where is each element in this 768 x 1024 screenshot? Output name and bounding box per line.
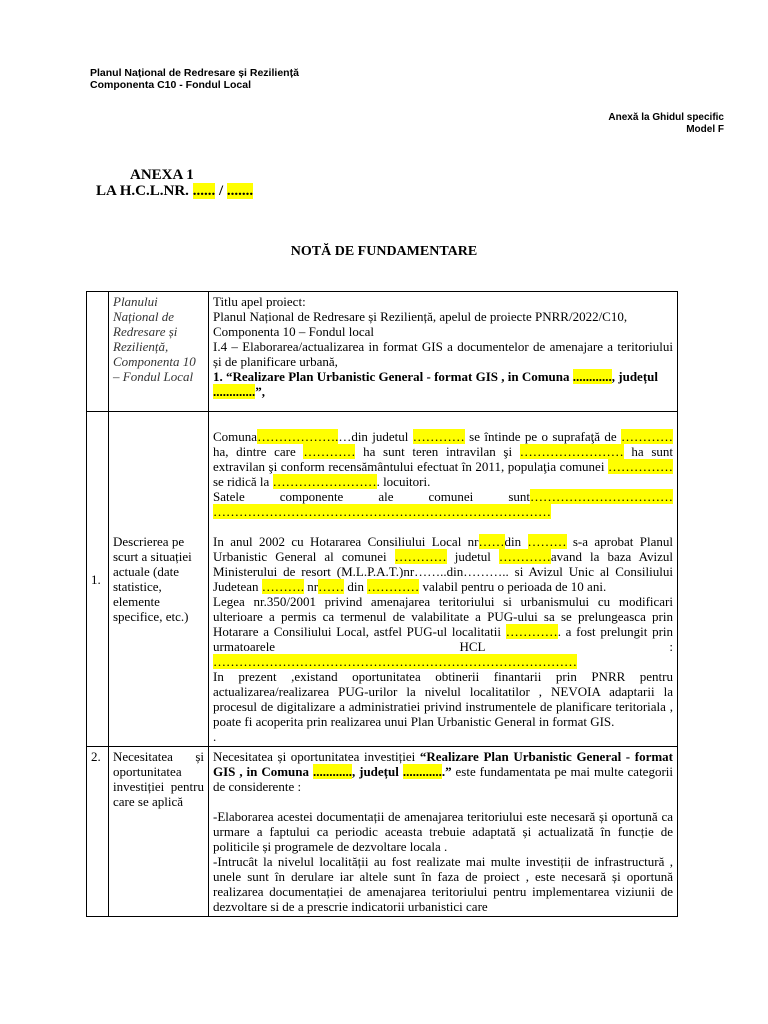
program-cell: Planului Național de Redresare și Reziliență, Componenta 10 – Fondul Local	[109, 292, 209, 412]
table-row-current-situation	[87, 412, 678, 747]
table-row-title	[87, 292, 678, 412]
hcl-date-blank: .......	[226, 183, 254, 199]
necessity-point-2: -Intrucât la nivelul localității au fost realizate mai multe investiții de infrastructură , unele sunt în derulare iar altele sunt în faza de proiect , este necesară și oportună realizarea documentației de amenajarea teritoriului pentru implementarea viziunii de dezvoltare si de a prescrie indicatorii urbanistici care	[213, 854, 673, 914]
pug-approval: In anul 2002 cu Hotararea Consiliului Local nr……din ……… s-a aprobat Planul Urbanistic General al comunei ………… judetul …………avand la baza Avizul Ministerului de resort (M.L.P.A.T.)nr……..din……….. si Avizul Unic al Consiliului Judetean ………. nr…… din ………… valabil pentru o perioada de 10 ani.	[213, 534, 674, 594]
program-name: Planul Național de Redresare și Reziliență	[90, 67, 299, 79]
table-row-necessity	[87, 747, 678, 917]
program-header	[90, 67, 299, 91]
hcl-number-blank: ......	[192, 183, 216, 199]
row-number: 2.	[87, 747, 109, 917]
annex-number: ANEXA 1	[130, 167, 194, 183]
law-extension: Legea nr.350/2001 privind amenajarea teritoriului si urbanismului cu modificari ulterioare a permis ca termenul de valabilitate a PUG-ului sa se prelungeasca prin Hotarare a Consiliului Local, astfel PUG-ul localitatii …………. a fost prelungit prin urmatoarele HCL : …………………………………………………………………………	[213, 594, 674, 669]
commune-description: Comuna……………….…din judetul ………… se întinde pe o suprafaţă de ………… ha, dintre care ………… ha sunt teren intravilan şi …………………… ha sunt extravilan şi conform recensământului efectuat în 2011, populaţia comunei …………… se ridică la ……………………. locuitori.	[213, 429, 673, 489]
project-title-cell: Titlu apel proiect: Planul Național de Redresare și Reziliență, apelul de proiecte PNRR/2022/C10, Componenta 10 – Fondul local I.4 – Elaborarea/actualizarea in format GIS a documentelor de amenajare a teritoriului și de planificare urbană, 1. “Realizare Plan Urbanistic General - format GIS , in Comuna ............, județul .............”,	[209, 292, 678, 412]
pnrr-opportunity: In prezent ,existand oportunitatea obtinerii finantarii prin PNRR pentru actualizarea/realizarea PUG-urilor la nivelul localitatilor , NEVOIA adaptarii la procesul de digitalizare a administratiei privind instrumentele de planificare teritoriala , poate fi acoperita prin realizarea unui Plan Urbanistic General in format GIS.	[213, 669, 673, 729]
component-name: Componenta C10 - Fondul Local	[90, 79, 252, 91]
hcl-reference: LA H.C.L.NR. ...... / .......	[96, 183, 254, 199]
annex-guide-label: Anexă la Ghidul specific	[608, 112, 724, 123]
row-number-cell	[87, 292, 109, 412]
villages-list: Satele componente ale comunei sunt…………………………… ……………………………………………………………………	[213, 489, 673, 519]
annex-reference	[608, 112, 724, 136]
row-number: 1.	[87, 412, 109, 747]
document-title: NOTĂ DE FUNDAMENTARE	[290, 244, 478, 259]
section-label: Necesitatea și oportunitatea investiției pentru care se aplică	[109, 747, 209, 917]
rationale-table	[86, 291, 678, 917]
section-label: Descrierea pe scurt a situației actuale (date statistice, elemente specifice, etc.)	[109, 412, 209, 747]
necessity-text	[209, 747, 678, 917]
annex-heading	[96, 167, 253, 199]
model-label: Model F	[686, 124, 724, 135]
necessity-intro: Necesitatea și oportunitatea investiției “Realizare Plan Urbanistic General - format GIS , in Comuna ............, județul .............” este fundamentata pe mai multe categorii de considerente :	[213, 749, 674, 794]
necessity-point-1: -Elaborarea acestei documentații de amenajarea teritoriului este necesară și oportună ca urmare a faptului ca periodic aceasta trebuie adaptată și actualizată în funcție de politicile și programele de dezvoltare locala .	[213, 809, 673, 854]
current-situation-text: Comuna……………….…din judetul ………… se întinde pe o suprafaţă de ………… ha, dintre care ………… ha sunt teren intravilan şi …………………… ha sunt extravilan şi conform recensământului efectuat în 2011, populaţia comunei …………… se ridică la ……………………. locuitori. Satele componente ale comunei sunt…………………………… …………………………………………………………………… In anul 2002 cu Hotararea Consiliului Local nr……din ……… s-a aprobat Planul Urbanistic General al comunei ………… judetul …………avand la baza Avizul Ministerului de resort (M.L.P.A.T.)nr……..din……….. si Avizul Unic al Consiliului Judetean ………. nr…… din ………… valabil pentru o perioada de 10 ani. Legea nr.350/2001 privind amenajarea teritoriului si urbanismului cu modificari ulterioare a permis ca termenul de valabilitate a PUG-ului sa se prelungeasca prin Hotarare a Consiliului Local, astfel PUG-ul localitatii …………. a fost prelungit prin urmatoarele HCL : ………………………………………………………………………… In prezent ,existand oportunitatea obtinerii finantarii prin PNRR pentru actualizarea/realizarea PUG-urilor la nivelul localitatilor , NEVOIA adaptarii la procesul de digitalizare a administratiei privind instrumentele de planificare teritoriala , poate fi acoperita prin realizarea unui Plan Urbanistic General in format GIS. .	[209, 412, 678, 747]
project-name: 1. “Realizare Plan Urbanistic General - format GIS , in Comuna ............, județul .............”,	[213, 369, 658, 399]
